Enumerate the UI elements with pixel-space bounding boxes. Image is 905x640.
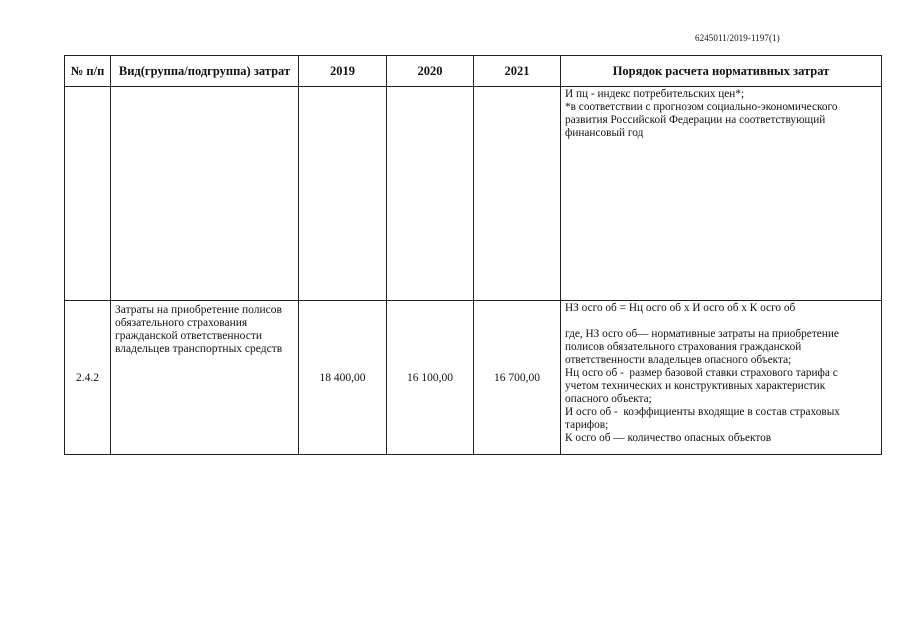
cell-value-2021: 16 700,00 (474, 301, 561, 455)
header-num (65, 56, 111, 87)
method-line: *в соответствии с прогнозом социально-экономического (565, 101, 838, 113)
header-kind (111, 56, 299, 87)
method-line: где, НЗ осго об— нормативные затраты на приобретение (565, 328, 839, 340)
header-2019: 2019 (299, 56, 387, 87)
cell-num: 2.4.2 (65, 301, 111, 455)
cell-kind (111, 87, 299, 301)
document-number: 6245011/2019-1197(1) (695, 33, 780, 43)
cell-num (65, 87, 111, 301)
cell-value-2020 (387, 87, 474, 301)
spacer (565, 315, 877, 328)
cost-table (64, 55, 882, 455)
method-line: учетом технических и конструктивных характеристик (565, 380, 826, 392)
table-header-row (65, 56, 882, 87)
method-line: К осго об — количество опасных объектов (565, 432, 772, 444)
method-line: И пц - индекс потребительских цен*; (565, 88, 745, 100)
method-line: тарифов; (565, 419, 609, 431)
header-num-text: № п/п (70, 63, 105, 78)
method-line: ответственности владельцев опасного объекта; (565, 354, 792, 366)
method-line: Нц осго об - размер базовой ставки страхового тарифа с (565, 367, 838, 379)
method-line: И осго об - коэффициенты входящие в состав страховых (565, 406, 840, 418)
method-line: полисов обязательного страхования гражданской (565, 341, 802, 353)
cell-value-2019 (299, 87, 387, 301)
cell-value-2019: 18 400,00 (299, 301, 387, 455)
cell-method (561, 87, 882, 301)
method-line: финансовый год (565, 127, 644, 139)
header-kind-text: Вид(группа/подгруппа) затрат (118, 63, 291, 78)
method-line: опасного объекта; (565, 393, 652, 405)
table-row-continuation (65, 87, 882, 301)
table-row-2-4-2 (65, 301, 882, 455)
cell-value-2021 (474, 87, 561, 301)
cell-value-2020: 16 100,00 (387, 301, 474, 455)
cell-method (561, 301, 882, 455)
method-line: развития Российской Федерации на соответствующий (565, 114, 826, 126)
formula: НЗ осго об = Нц осго об х И осго об х К осго об (565, 302, 796, 314)
cell-kind: Затраты на приобретение полисов обязательного страхования гражданской ответственности владельцев транспортных средств (111, 301, 299, 455)
header-method: Порядок расчета нормативных затрат (561, 56, 882, 87)
header-2021: 2021 (474, 56, 561, 87)
header-2020: 2020 (387, 56, 474, 87)
